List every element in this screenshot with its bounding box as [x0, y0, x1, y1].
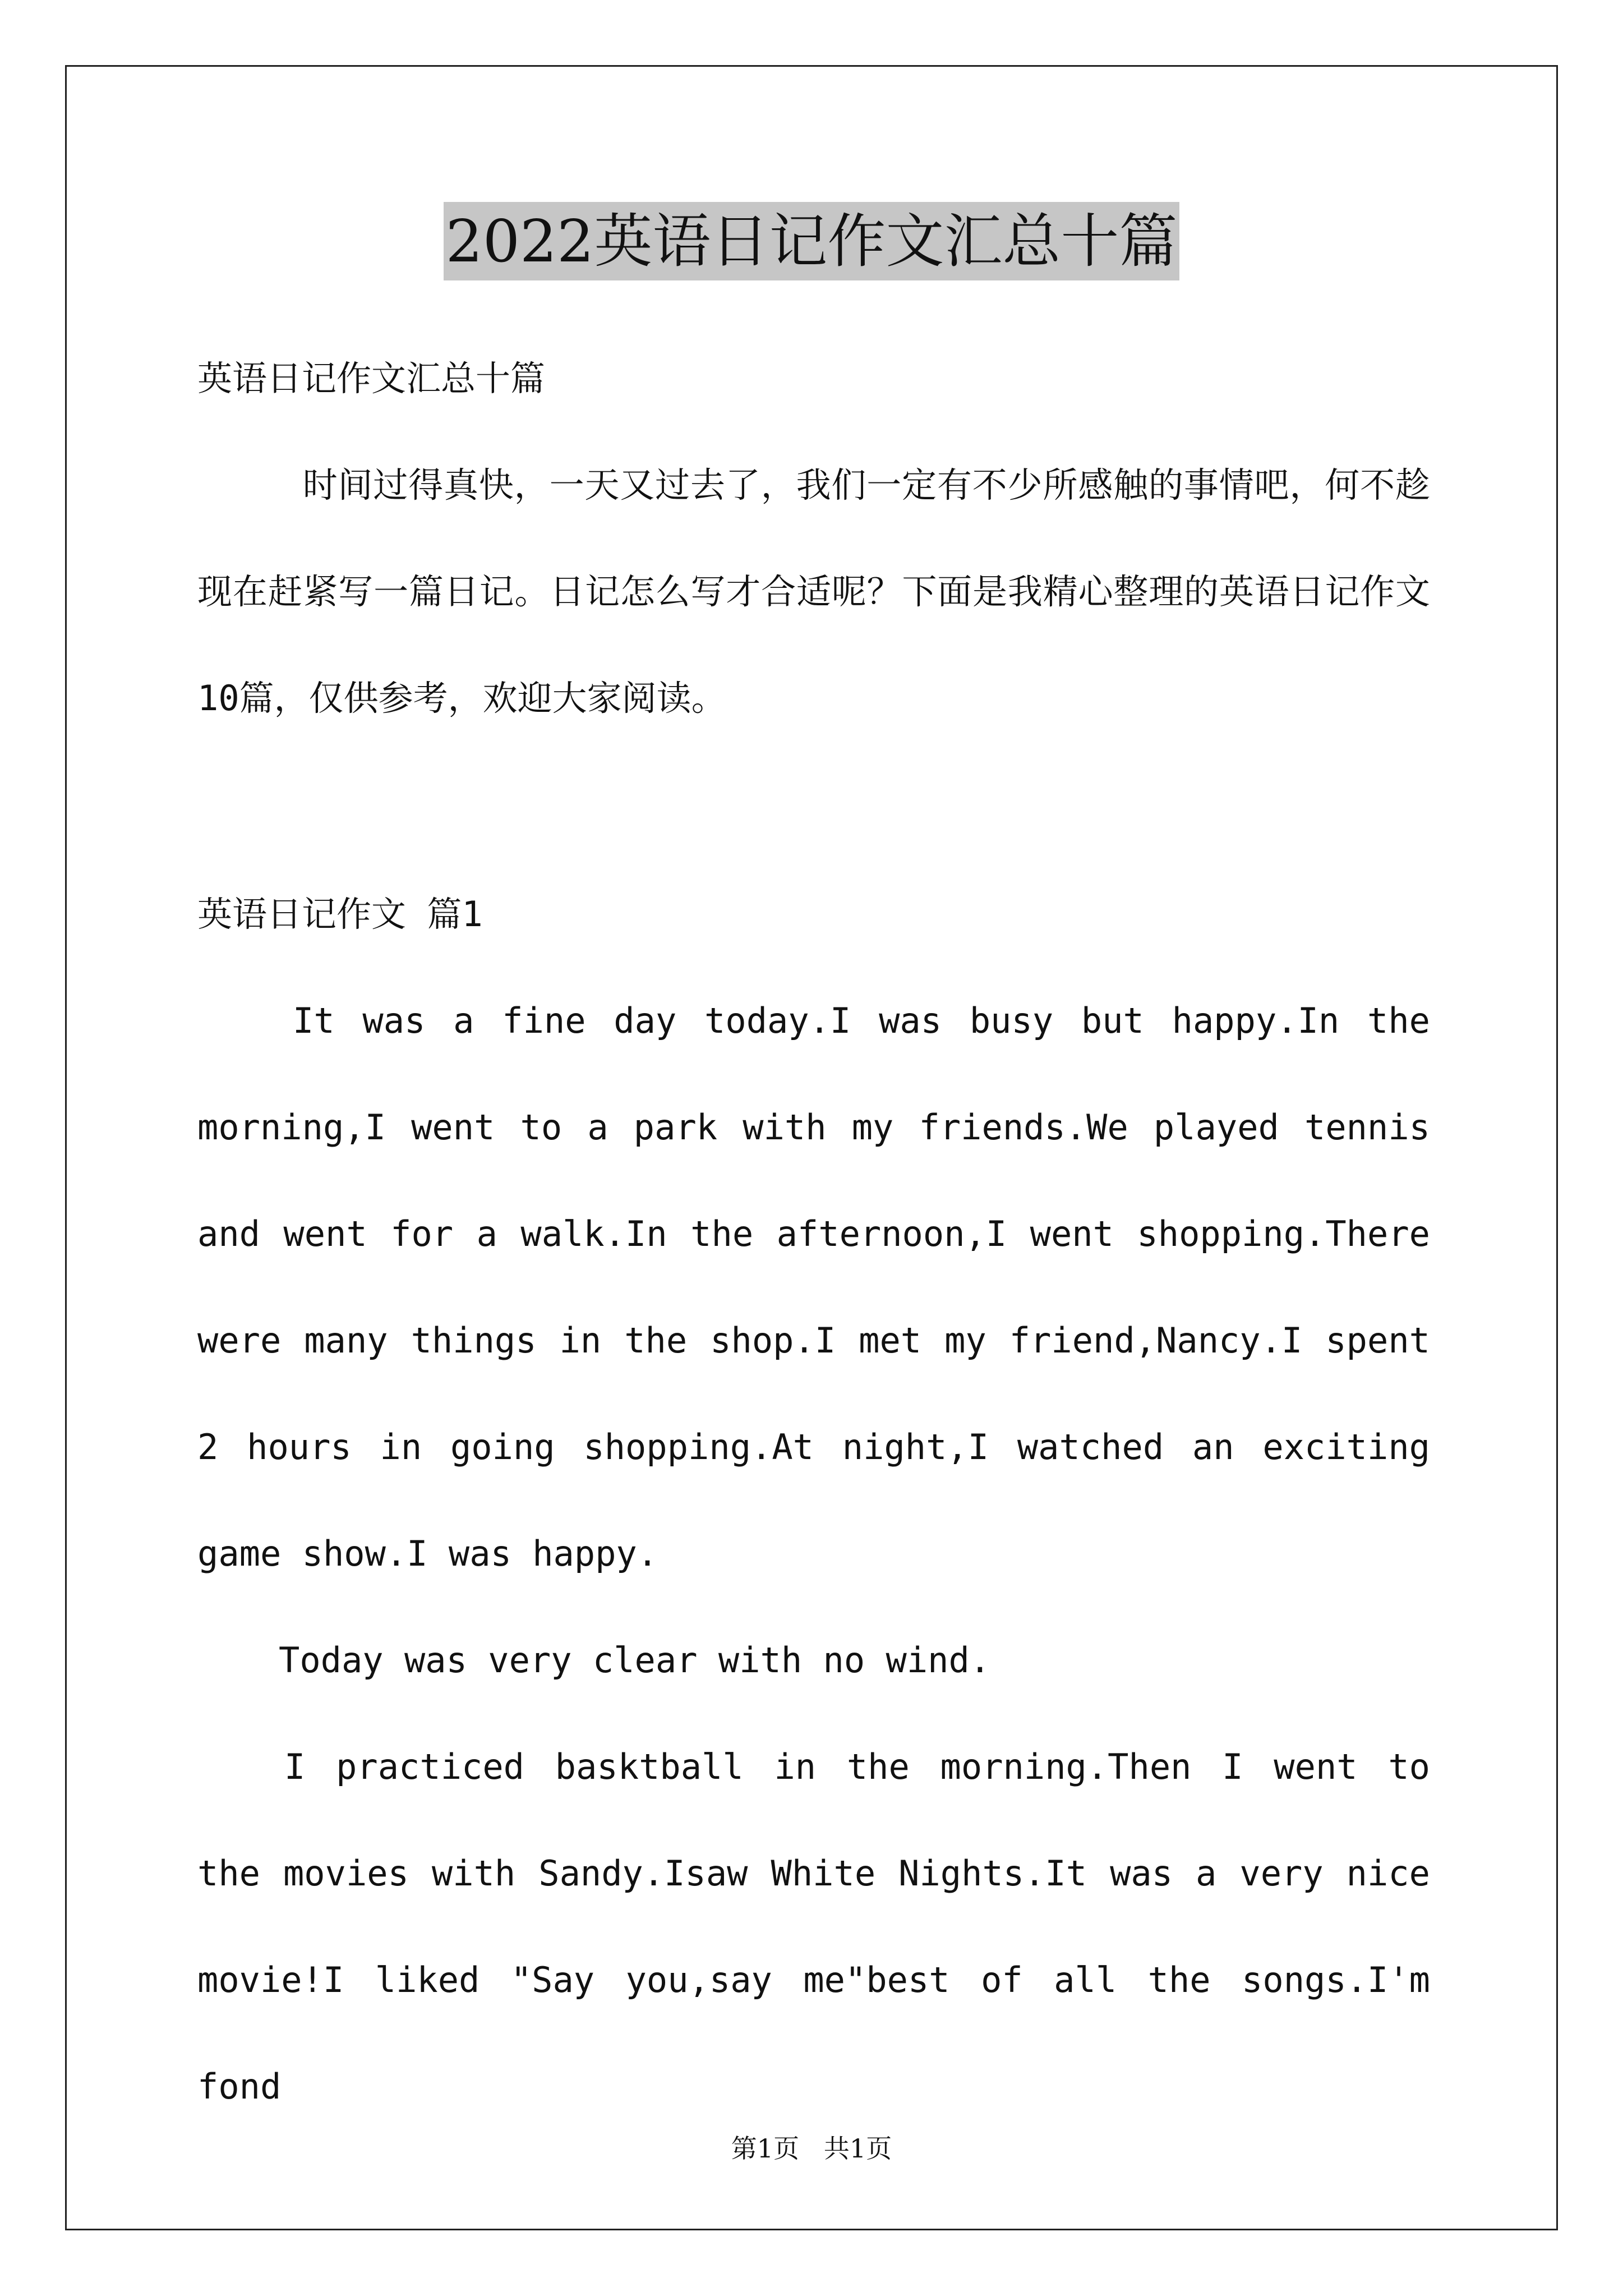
section-heading: 英语日记作文 篇1 — [197, 894, 483, 935]
document-subtitle: 英语日记作文汇总十篇 — [197, 358, 546, 399]
title-container — [0, 202, 1623, 280]
body-paragraph-1: It was a fine day today.I was busy but happy.In the morning,I went to a park with my friends.We played tennis and went for a walk.In the afternoon,I went shopping.There were many things in the shop.I met my friend,Nancy.I spent 2 hours in going shopping.At night,I watched an exciting game show.I was happy. — [197, 1000, 1430, 1574]
page-footer: 第1页 共1页 — [731, 2133, 892, 2164]
intro-paragraph: 时间过得真快，一天又过去了，我们一定有不少所感触的事情吧，何不趁现在赶紧写一篇日记。日记怎么写才合适呢？下面是我精心整理的英语日记作文10篇，仅供参考，欢迎大家阅读。 — [197, 464, 1430, 719]
body-paragraph-2: Today was very clear with no wind. — [279, 1640, 991, 1681]
body-paragraph-3: I practiced basktball in the morning.Then I went to the movies with Sandy.Isaw White Nights.It was a very nice movie!I liked "Say you,say me"best of all the songs.I'm fond — [197, 1746, 1430, 2107]
document-title: 2022英语日记作文汇总十篇 — [444, 202, 1180, 280]
